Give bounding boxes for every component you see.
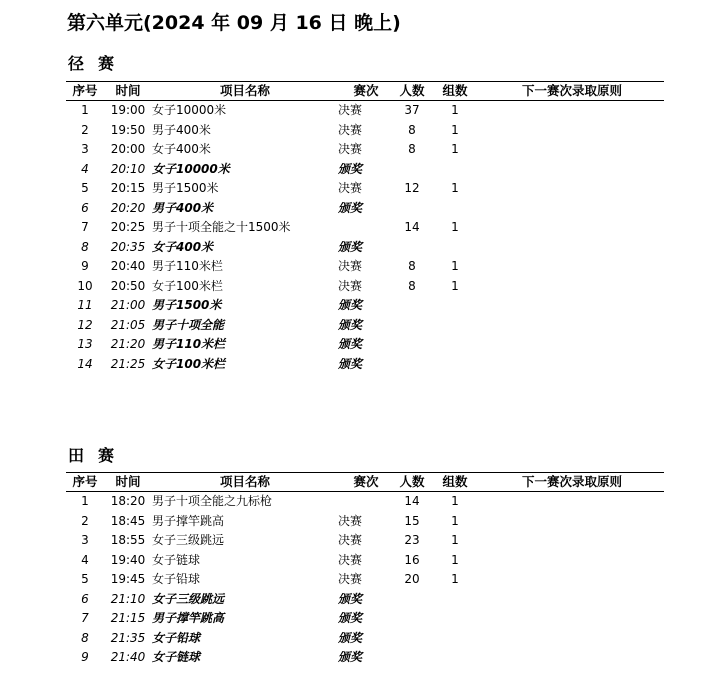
cell-time: 20:40 [110, 259, 146, 273]
cell-rule [480, 531, 664, 551]
cell-count: 8 [408, 259, 416, 273]
cell-event: 女子链球 [152, 650, 201, 664]
cell-time: 21:40 [110, 650, 146, 664]
cell-groups: 1 [451, 278, 459, 293]
cell-rule [480, 570, 664, 590]
cell-round: 颁奖 [338, 298, 363, 312]
cell-round: 颁奖 [338, 591, 363, 606]
cell-count: 15 [404, 513, 420, 528]
cell-rule [480, 355, 664, 375]
cell-no: 8 [81, 239, 89, 254]
cell-event: 男子400米 [152, 122, 211, 137]
cell-no: 6 [81, 200, 89, 215]
field-section-title: 田赛 [68, 446, 129, 465]
cell-count [394, 609, 430, 629]
cell-count: 8 [408, 122, 416, 137]
cell-time: 20:50 [110, 278, 146, 293]
table-row [66, 218, 664, 238]
cell-round: 决赛 [338, 142, 363, 156]
cell-groups [430, 335, 480, 355]
cell-time: 21:35 [110, 630, 146, 645]
cell-rule [480, 609, 664, 629]
cell-no: 2 [81, 513, 89, 528]
cell-rule [480, 512, 664, 532]
cell-rule [480, 121, 664, 141]
header-groups: 组数 [430, 473, 480, 492]
table-row [66, 590, 664, 610]
cell-event: 女子10000米 [152, 161, 230, 176]
cell-time: 19:40 [110, 552, 146, 567]
cell-event: 男子110米栏 [152, 259, 223, 273]
cell-groups: 1 [451, 513, 459, 528]
cell-rule [480, 140, 664, 160]
cell-count [394, 335, 430, 355]
cell-count: 14 [404, 220, 420, 234]
cell-count: 16 [404, 552, 420, 567]
header-round: 赛次 [338, 473, 394, 492]
cell-time: 21:25 [110, 356, 146, 371]
cell-count [394, 355, 430, 375]
cell-count: 23 [404, 533, 420, 547]
cell-round: 决赛 [338, 533, 363, 547]
cell-round: 颁奖 [338, 611, 363, 625]
cell-no: 1 [81, 494, 89, 508]
cell-event: 女子链球 [152, 552, 201, 567]
cell-round: 决赛 [338, 122, 363, 137]
cell-round: 颁奖 [338, 161, 363, 176]
cell-event: 女子铅球 [152, 572, 201, 586]
cell-groups [430, 238, 480, 258]
cell-event: 女子100米栏 [152, 278, 223, 293]
cell-no: 9 [81, 259, 89, 273]
cell-groups [430, 590, 480, 610]
cell-time: 21:20 [110, 337, 146, 351]
cell-groups: 1 [451, 552, 459, 567]
cell-groups [430, 160, 480, 180]
cell-round: 决赛 [338, 552, 363, 567]
cell-no: 1 [81, 103, 89, 117]
cell-groups: 1 [451, 220, 459, 234]
cell-event: 男子110米栏 [152, 337, 226, 351]
table-row [66, 238, 664, 258]
header-count: 人数 [394, 473, 430, 492]
header-rule: 下一赛次录取原则 [480, 82, 664, 101]
cell-time: 20:35 [110, 239, 146, 254]
cell-round: 决赛 [338, 181, 363, 195]
cell-count [394, 296, 430, 316]
cell-event: 男子撑竿跳高 [152, 611, 225, 625]
cell-groups [430, 199, 480, 219]
track-section-title: 径赛 [68, 54, 129, 73]
cell-round: 决赛 [338, 259, 363, 273]
table-header-row [66, 82, 664, 101]
cell-no: 7 [81, 611, 89, 625]
cell-no: 9 [81, 650, 89, 664]
table-row [66, 492, 664, 512]
cell-round: 决赛 [338, 278, 363, 293]
cell-rule [480, 257, 664, 277]
cell-no: 12 [77, 317, 93, 332]
cell-rule [480, 101, 664, 121]
cell-count: 8 [408, 142, 416, 156]
table-header-row [66, 473, 664, 492]
table-row [66, 277, 664, 297]
table-row [66, 160, 664, 180]
cell-groups: 1 [451, 572, 459, 586]
cell-event: 男子400米 [152, 200, 214, 215]
cell-time: 21:00 [110, 298, 146, 312]
cell-event: 女子铅球 [152, 630, 201, 645]
cell-count [394, 648, 430, 668]
header-no: 序号 [66, 473, 104, 492]
cell-rule [480, 648, 664, 668]
table-row [66, 570, 664, 590]
cell-time: 18:45 [110, 513, 146, 528]
cell-count: 20 [404, 572, 420, 586]
cell-groups [430, 316, 480, 336]
cell-count [394, 629, 430, 649]
cell-time: 20:00 [110, 142, 146, 156]
cell-round: 决赛 [338, 103, 363, 117]
cell-no: 3 [81, 533, 89, 547]
cell-count: 12 [404, 181, 420, 195]
cell-no: 14 [77, 356, 93, 371]
cell-time: 18:20 [110, 494, 146, 508]
page-title: 第六单元(2024 年 09 月 16 日 晚上) [67, 12, 401, 34]
cell-time: 20:10 [110, 161, 146, 176]
cell-count [394, 238, 430, 258]
cell-groups [430, 648, 480, 668]
field-schedule-table [66, 472, 664, 668]
cell-time: 19:50 [110, 122, 146, 137]
cell-rule [480, 277, 664, 297]
header-groups: 组数 [430, 82, 480, 101]
cell-event: 男子撑竿跳高 [152, 513, 225, 528]
cell-event: 女子10000米 [152, 103, 227, 117]
cell-rule [480, 629, 664, 649]
cell-round: 颁奖 [338, 239, 363, 254]
cell-count [394, 160, 430, 180]
table-row [66, 179, 664, 199]
cell-groups: 1 [451, 142, 459, 156]
cell-event: 女子三级跳远 [152, 533, 225, 547]
cell-rule [480, 590, 664, 610]
cell-no: 5 [81, 572, 89, 586]
cell-rule [480, 551, 664, 571]
cell-event: 女子400米 [152, 239, 214, 254]
cell-rule [480, 238, 664, 258]
table-row [66, 296, 664, 316]
cell-groups [430, 609, 480, 629]
cell-time: 20:25 [110, 220, 146, 234]
cell-time: 19:45 [110, 572, 146, 586]
table-row [66, 355, 664, 375]
cell-rule [480, 316, 664, 336]
cell-count: 14 [404, 494, 420, 508]
cell-groups: 1 [451, 122, 459, 137]
cell-round: 颁奖 [338, 337, 363, 351]
cell-groups [430, 355, 480, 375]
cell-no: 7 [81, 220, 89, 234]
cell-time: 20:15 [110, 181, 146, 195]
cell-time: 18:55 [110, 533, 146, 547]
cell-no: 8 [81, 630, 89, 645]
cell-round: 颁奖 [338, 630, 363, 645]
cell-no: 4 [81, 161, 89, 176]
table-row [66, 609, 664, 629]
cell-round [338, 218, 394, 238]
table-row [66, 648, 664, 668]
cell-event: 男子十项全能之十1500米 [152, 220, 291, 234]
cell-rule [480, 179, 664, 199]
cell-groups: 1 [451, 494, 459, 508]
table-row [66, 629, 664, 649]
header-rule: 下一赛次录取原则 [480, 473, 664, 492]
cell-event: 男子1500米 [152, 298, 222, 312]
cell-round [338, 492, 394, 512]
cell-rule [480, 335, 664, 355]
cell-groups: 1 [451, 181, 459, 195]
table-row [66, 512, 664, 532]
cell-round: 颁奖 [338, 356, 363, 371]
cell-rule [480, 296, 664, 316]
cell-time: 21:15 [110, 611, 146, 625]
cell-count [394, 590, 430, 610]
cell-no: 4 [81, 552, 89, 567]
cell-no: 2 [81, 122, 89, 137]
cell-event: 女子400米 [152, 142, 211, 156]
table-row [66, 121, 664, 141]
track-schedule-table [66, 81, 664, 374]
header-no: 序号 [66, 82, 104, 101]
header-round: 赛次 [338, 82, 394, 101]
cell-groups: 1 [451, 533, 459, 547]
cell-round: 颁奖 [338, 200, 363, 215]
header-event: 项目名称 [152, 82, 338, 101]
cell-no: 3 [81, 142, 89, 156]
cell-groups: 1 [451, 103, 459, 117]
cell-time: 21:05 [110, 317, 146, 332]
header-event: 项目名称 [152, 473, 338, 492]
table-row [66, 335, 664, 355]
cell-count [394, 316, 430, 336]
cell-groups [430, 629, 480, 649]
cell-no: 10 [77, 278, 93, 293]
table-row [66, 257, 664, 277]
table-row [66, 531, 664, 551]
cell-event: 男子1500米 [152, 181, 219, 195]
cell-event: 女子100米栏 [152, 356, 226, 371]
cell-event: 女子三级跳远 [152, 591, 225, 606]
cell-no: 6 [81, 591, 89, 606]
cell-count [394, 199, 430, 219]
cell-event: 男子十项全能 [152, 317, 225, 332]
table-row [66, 551, 664, 571]
header-time: 时间 [104, 473, 152, 492]
cell-round: 决赛 [338, 513, 363, 528]
cell-rule [480, 160, 664, 180]
cell-time: 20:20 [110, 200, 146, 215]
cell-rule [480, 492, 664, 512]
cell-time: 19:00 [110, 103, 146, 117]
table-row [66, 199, 664, 219]
cell-event: 男子十项全能之九标枪 [152, 494, 273, 508]
cell-time: 21:10 [110, 591, 146, 606]
cell-rule [480, 218, 664, 238]
cell-count: 8 [408, 278, 416, 293]
cell-groups: 1 [451, 259, 459, 273]
cell-round: 颁奖 [338, 317, 363, 332]
table-row [66, 101, 664, 121]
cell-rule [480, 199, 664, 219]
header-time: 时间 [104, 82, 152, 101]
cell-no: 13 [77, 337, 93, 351]
cell-no: 5 [81, 181, 89, 195]
cell-no: 11 [77, 298, 93, 312]
cell-round: 决赛 [338, 572, 363, 586]
table-row [66, 140, 664, 160]
header-count: 人数 [394, 82, 430, 101]
cell-groups [430, 296, 480, 316]
cell-round: 颁奖 [338, 650, 363, 664]
cell-count: 37 [404, 103, 420, 117]
table-row [66, 316, 664, 336]
